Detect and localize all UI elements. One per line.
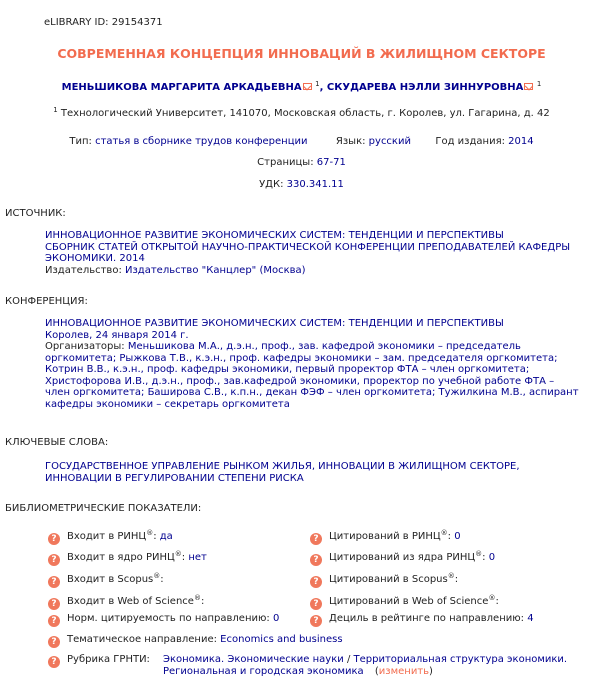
affiliation (0, 106, 603, 119)
pages-value: 67-71 (316, 157, 346, 168)
grnti-label: Рубрика ГРНТИ: (67, 654, 150, 665)
question-icon[interactable]: ? (48, 576, 60, 588)
keyword-link[interactable]: ГОСУДАРСТВЕННОЕ УПРАВЛЕНИЕ РЫНКОМ ЖИЛЬЯ, ИННОВАЦИИ В ЖИЛИЩНОМ СЕКТОРЕ, (45, 461, 520, 472)
keywords-heading: КЛЮЧЕВЫЕ СЛОВА: (5, 437, 109, 448)
year-label: Год издания: (435, 136, 505, 147)
registered-mark: ® (193, 594, 201, 602)
grnti-link-regional[interactable]: Региональная и городская экономика (163, 666, 364, 677)
registered-mark: ® (153, 572, 161, 580)
article-title: СОВРЕМЕННАЯ КОНЦЕПЦИЯ ИННОВАЦИЙ В ЖИЛИЩНОМ СЕКТОРЕ (57, 46, 546, 61)
grnti-link-territorial[interactable]: Территориальная структура экономики. (353, 654, 568, 665)
biblio-cit-scopus (310, 572, 458, 588)
question-icon[interactable]: ? (48, 554, 60, 566)
biblio-sep: : (160, 574, 164, 585)
author-separator: , (319, 82, 324, 93)
conference-block (45, 318, 585, 410)
question-icon[interactable]: ? (48, 636, 60, 648)
biblio-label: Цитирований из ядра РИНЦ (329, 552, 476, 563)
publisher-label: Издательство: (45, 264, 122, 276)
pages-label: Страницы: (257, 157, 314, 168)
email-envelope-icon[interactable] (303, 83, 312, 90)
organizers-text: Христофорова И.В., д.э.н., проф., зав.кафедрой экономики, проректор по учебной работе ФТА – (45, 375, 555, 387)
organizers-label: Организаторы: (45, 341, 125, 352)
question-icon[interactable]: ? (310, 554, 322, 566)
biblio-label: Входит в Scopus (67, 574, 154, 585)
source-title-link[interactable]: ЭКОНОМИКИ. 2014 (45, 253, 145, 264)
keyword-link[interactable]: ИННОВАЦИИ В РЕГУЛИРОВАНИИ СТЕПЕНИ РИСКА (45, 472, 304, 484)
conference-heading: КОНФЕРЕНЦИЯ: (5, 296, 88, 307)
udk-value: 330.341.11 (286, 179, 344, 190)
organizers-text: Котрин В.В., к.э.н., проф. кафедры экономики, первый проректор ФТА – член оргкомитета; (45, 364, 530, 375)
author-affil-sup: 1 (315, 80, 320, 88)
grnti-link-economics[interactable]: Экономика. Экономические науки (163, 654, 344, 665)
question-icon[interactable]: ? (48, 533, 60, 545)
question-icon[interactable]: ? (310, 598, 322, 610)
biblio-value: да (159, 531, 173, 542)
pages-info (0, 157, 603, 168)
conference-place-date: Королев, 24 января 2014 г. (45, 329, 189, 341)
source-title-link[interactable]: ИННОВАЦИОННОЕ РАЗВИТИЕ ЭКОНОМИЧЕСКИХ СИСТЕМ: ТЕНДЕНЦИИ И ПЕРСПЕКТИВЫ (45, 230, 504, 241)
biblio-sep: : (153, 531, 160, 542)
topic-label: Тематическое направление: (67, 634, 217, 645)
year-value: 2014 (508, 136, 534, 147)
change-link[interactable]: изменить (378, 666, 430, 677)
organizers-text: кафедры экономики – секретарь оргкомитета (45, 398, 290, 410)
author-link-2[interactable]: СКУДАРЕВА НЭЛЛИ ЗИННУРОВНА (326, 82, 524, 93)
question-icon[interactable]: ? (48, 598, 60, 610)
question-icon[interactable]: ? (48, 615, 60, 627)
registered-mark: ® (174, 550, 182, 558)
question-icon[interactable]: ? (48, 656, 60, 668)
affiliation-text: Технологический Университет, 141070, Московская область, г. Королев, ул. Гагарина, д. 42 (60, 108, 550, 119)
biblio-sep: : (454, 574, 459, 585)
biblio-cit-wos (310, 594, 499, 610)
organizers-text: Меньшикова М.А., д.э.н., проф., зав. кафедрой экономики – председатель (127, 341, 521, 352)
language-value: русский (368, 136, 411, 147)
udk-info (0, 179, 603, 190)
biblio-sep: : (447, 531, 455, 542)
biblio-value: 0 (272, 613, 280, 624)
biblio-label: Входит в Web of Science (67, 596, 194, 607)
keywords-block (45, 461, 585, 484)
author-affil-sup: 1 (536, 80, 542, 88)
biblio-norm-citation (48, 613, 279, 627)
question-icon[interactable]: ? (310, 533, 322, 545)
biblio-label: Входит в ядро РИНЦ (67, 552, 175, 563)
question-icon[interactable]: ? (310, 576, 322, 588)
biblio-rinc (48, 529, 173, 545)
authors-line (0, 80, 603, 93)
source-heading: ИСТОЧНИК: (5, 208, 66, 219)
grnti-separator: / (343, 654, 354, 665)
elibrary-id: eLIBRARY ID: 29154371 (44, 17, 163, 28)
registered-mark: ® (475, 550, 483, 558)
biblio-rinc-core (48, 550, 207, 566)
biblio-cit-rinc-core (310, 550, 495, 566)
biblio-value: 0 (488, 552, 496, 563)
biblio-label: Цитирований в Scopus (329, 574, 448, 585)
registered-mark: ® (488, 594, 496, 602)
language-label: Язык: (335, 136, 366, 147)
biblio-value: 0 (454, 531, 461, 542)
email-envelope-icon[interactable] (524, 83, 533, 90)
biblio-scopus (48, 572, 164, 588)
biblio-label: Входит в РИНЦ (67, 531, 147, 542)
biblio-value: 4 (527, 613, 534, 624)
type-label: Тип: (69, 136, 92, 147)
biblio-value: нет (188, 552, 207, 563)
biblio-wos (48, 594, 204, 610)
udk-label: УДК: (259, 179, 284, 190)
registered-mark: ® (146, 529, 154, 537)
source-title-link[interactable]: СБОРНИК СТАТЕЙ ОТКРЫТОЙ НАУЧНО-ПРАКТИЧЕСКОЙ КОНФЕРЕНЦИИ ПРЕПОДАВАТЕЛЕЙ КАФЕДРЫ (45, 241, 571, 253)
biblio-sep: : (181, 552, 189, 563)
type-value: статья в сборнике трудов конференции (95, 136, 308, 147)
biblio-cit-rinc (310, 529, 461, 545)
source-block (45, 230, 585, 276)
article-meta (0, 136, 603, 147)
conference-name-link[interactable]: ИННОВАЦИОННОЕ РАЗВИТИЕ ЭКОНОМИЧЕСКИХ СИСТЕМ: ТЕНДЕНЦИИ И ПЕРСПЕКТИВЫ (45, 318, 504, 329)
affiliation-sup: 1 (53, 106, 58, 114)
biblio-label: Норм. цитируемость по направлению: (67, 613, 270, 624)
biblio-decile (310, 613, 534, 627)
biblio-grnti (48, 654, 150, 668)
biblio-label: Цитирований в РИНЦ (329, 531, 441, 542)
registered-mark: ® (440, 529, 448, 537)
organizers-text: оргкомитета; Рыжкова Т.В., к.э.н., проф. кафедры экономики – зам. председателя оргкомитета; (45, 352, 558, 364)
biblio-heading: БИБЛИОМЕТРИЧЕСКИЕ ПОКАЗАТЕЛИ: (5, 503, 202, 514)
biblio-sep: : (495, 596, 499, 607)
author-link-1[interactable]: МЕНЬШИКОВА МАРГАРИТА АРКАДЬЕВНА (61, 82, 302, 93)
biblio-sep: : (200, 596, 205, 607)
organizers-text: член оргкомитета; Баширова С.В., к.п.н., декан ФЭФ – член оргкомитета; Тужилкина М.В., аспирант (45, 387, 579, 398)
biblio-label: Дециль в рейтинге по направлению: (329, 613, 525, 624)
question-icon[interactable]: ? (310, 615, 322, 627)
topic-value: Economics and business (220, 634, 343, 645)
biblio-topic (48, 634, 343, 648)
publisher-link[interactable]: Издательство "Канцлер" (Москва) (125, 264, 306, 276)
biblio-sep: : (482, 552, 489, 563)
registered-mark: ® (447, 572, 455, 580)
grnti-values: Экономика. Экономические науки / Территориальная структура экономики. Региональная и городская экономика (изменить) (163, 654, 568, 677)
biblio-label: Цитирований в Web of Science (329, 596, 489, 607)
